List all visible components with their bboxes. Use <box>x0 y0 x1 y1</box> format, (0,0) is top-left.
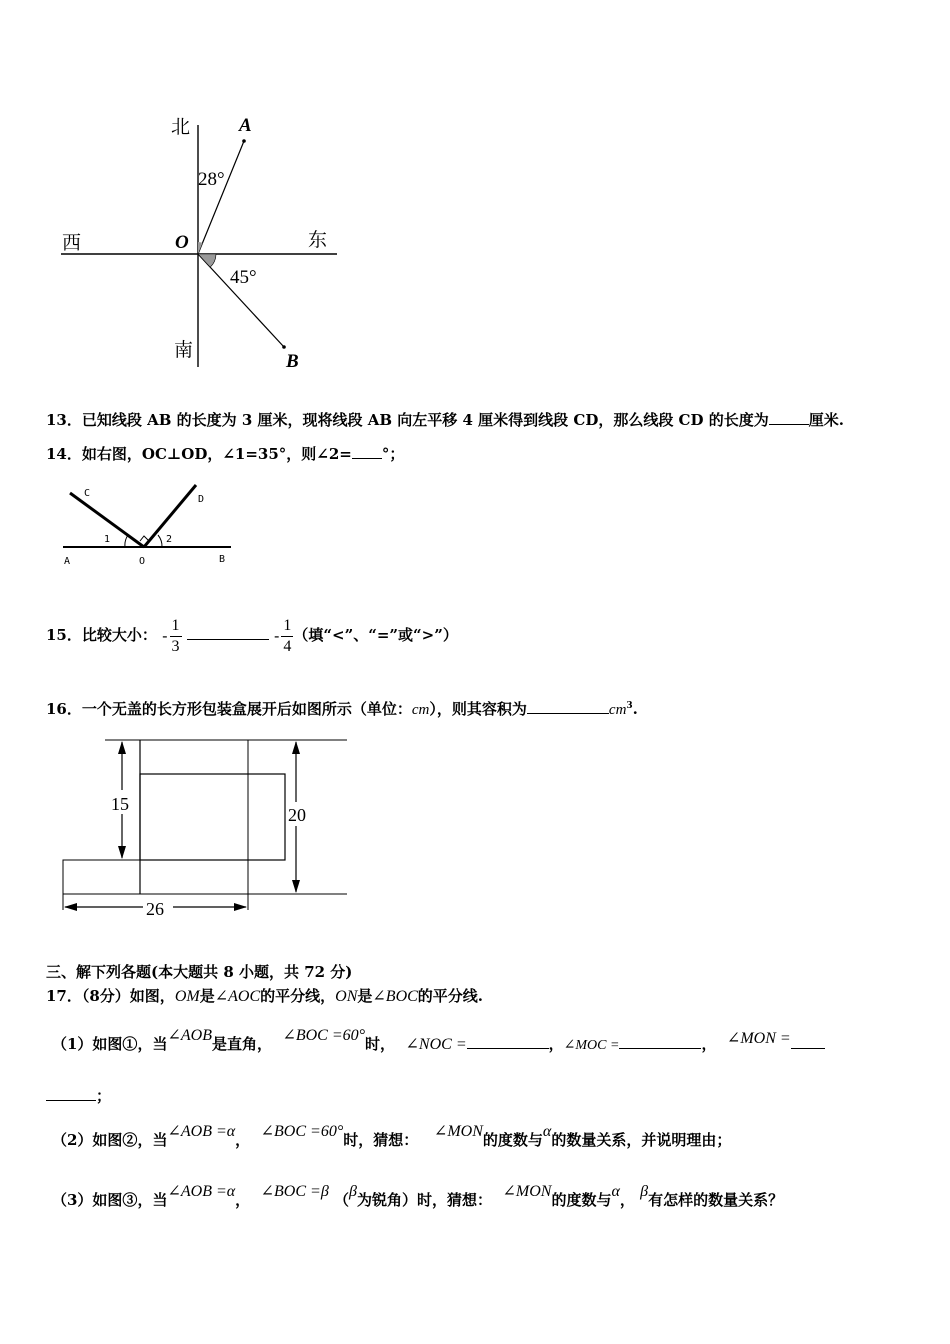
base-outline <box>63 860 140 910</box>
q17-intro-d: 是 <box>357 987 373 1005</box>
angle-figure <box>55 480 245 575</box>
q17-p1-b: 是直角， <box>211 1035 272 1053</box>
q15-fraction-1 <box>170 616 182 657</box>
label-point-o: O <box>175 232 189 253</box>
dim-15-head-bottom <box>118 846 126 859</box>
q17-p2-aob: ∠AOB =α <box>167 1123 236 1140</box>
question-17-part-3 <box>52 1183 784 1211</box>
label-angle-45: 45° <box>230 267 257 288</box>
q17-p2-c: 的度数与 <box>482 1131 543 1149</box>
q15-neg-2: - <box>273 626 280 645</box>
q17-intro-a: 17．（8分）如图， <box>46 987 175 1005</box>
q16-end: . <box>632 700 638 718</box>
compass-figure <box>55 105 355 380</box>
q15-prefix: 15．比较大小： <box>46 626 157 644</box>
q17-p3-beta-2: β <box>640 1183 649 1200</box>
q17-p3-a: （3）如图③，当 <box>52 1191 168 1209</box>
dim-15-head-top <box>118 741 126 754</box>
label-a: A <box>64 556 71 567</box>
q17-p1-mon: ∠MON = <box>726 1030 791 1047</box>
label-1: 1 <box>104 534 111 545</box>
q17-p3-beta: β <box>349 1183 358 1200</box>
label-angle-28: 28° <box>198 169 225 190</box>
dim-26-label: 26 <box>146 899 164 919</box>
q15-num-2: 1 <box>281 616 293 637</box>
q17-moc-blank[interactable] <box>619 1034 701 1049</box>
q17-p2-a: （2）如图②，当 <box>52 1131 168 1149</box>
q17-p3-d: 有怎样的数量关系？ <box>648 1191 784 1209</box>
question-17-intro <box>46 986 483 1007</box>
angle-45-arc <box>198 254 216 267</box>
q15-den-1: 3 <box>171 637 180 655</box>
ray-oa <box>198 141 244 254</box>
q15-fraction-2 <box>281 616 293 657</box>
q15-hint: （填“<”、“=”或“>”） <box>293 626 458 644</box>
inner-rect <box>140 774 285 860</box>
label-o: O <box>139 556 146 567</box>
label-c: C <box>84 488 91 499</box>
box-net-figure <box>55 732 355 922</box>
q17-p2-comma: ， <box>235 1131 251 1149</box>
dim-26-head-left <box>64 903 77 911</box>
q17-p3-paren: （ <box>334 1191 350 1209</box>
question-17-part-1 <box>52 1027 825 1056</box>
dim-20-head-top <box>292 741 300 754</box>
dim-20-head-bottom <box>292 880 300 893</box>
label-point-b: B <box>286 351 299 372</box>
q17-p1-noc: ∠NOC = <box>405 1036 467 1053</box>
q17-p1-comma-2: ， <box>701 1035 717 1053</box>
q17-p2-b: 时，猜想： <box>343 1131 419 1149</box>
q17-p3-mon: ∠MON <box>502 1183 552 1200</box>
label-west: 西 <box>62 232 82 254</box>
q17-mon-blank-a[interactable] <box>791 1034 825 1049</box>
q17-p3-boc: ∠BOC =β <box>260 1183 329 1200</box>
q16-mid: ），则其容积为 <box>429 700 527 718</box>
right-angle-mark <box>140 536 149 541</box>
question-14 <box>46 444 404 464</box>
q17-p2-boc: ∠BOC =60° <box>260 1123 344 1140</box>
q17-p1-c: 时， <box>365 1035 396 1053</box>
q16-text: 16．一个无盖的长方形包装盒展开后如图所示（单位： <box>46 700 412 718</box>
section-3-title-text: 三、解下列各题(本大题共 8 小题，共 72 分) <box>46 963 353 981</box>
q16-answer-blank[interactable] <box>527 699 609 714</box>
label-south: 南 <box>174 339 194 361</box>
label-2: 2 <box>166 534 173 545</box>
label-d: D <box>198 494 205 505</box>
q17-noc-blank[interactable] <box>467 1034 549 1049</box>
dim-26-head-right <box>234 903 247 911</box>
question-15 <box>46 612 458 659</box>
q14-text: 14．如右图，OC⊥OD，∠1=35°，则∠2= <box>46 445 352 463</box>
question-13 <box>46 410 844 430</box>
q17-on: ON <box>335 988 358 1005</box>
q15-den-2: 4 <box>283 637 292 655</box>
q14-answer-blank[interactable] <box>352 444 382 459</box>
q16-unit-2: cm <box>608 702 627 718</box>
q17-p2-alpha: α <box>542 1123 552 1140</box>
q17-aoc: ∠AOC <box>214 988 261 1005</box>
q17-p3-b: 为锐角）时，猜想： <box>357 1191 493 1209</box>
q17-p3-comma: ， <box>235 1191 251 1209</box>
q16-sup: 3 <box>626 701 633 711</box>
point-a-dot <box>242 139 246 143</box>
q13-text: 13．已知线段 AB 的长度为 3 厘米，现将线段 AB 向左平移 4 厘米得到线段 CD，那么线段 CD 的长度为 <box>46 411 769 429</box>
q13-answer-blank[interactable] <box>769 410 809 425</box>
angle-28-arc <box>198 242 203 254</box>
q17-p2-mon: ∠MON <box>433 1123 483 1140</box>
question-17-part-2 <box>52 1123 732 1151</box>
q16-unit: cm <box>411 702 430 718</box>
question-17-part-1-cont <box>46 1086 111 1106</box>
q14-suffix: °； <box>381 445 405 463</box>
q17-p1-end: ； <box>96 1087 112 1105</box>
q13-suffix: 厘米. <box>808 411 844 429</box>
q17-p1-boc: ∠BOC =60° <box>282 1027 366 1044</box>
q17-intro-e: 的平分线. <box>417 987 484 1005</box>
q17-p1-aob: ∠AOB <box>167 1027 212 1044</box>
dim-20-label: 20 <box>288 805 306 825</box>
q17-om: OM <box>174 988 200 1005</box>
q17-p3-alpha: α <box>611 1183 620 1200</box>
label-east: 东 <box>308 229 328 251</box>
label-north: 北 <box>171 116 191 138</box>
q17-boc: ∠BOC <box>372 988 418 1005</box>
label-point-a: A <box>239 115 252 136</box>
q17-p1-comma-1: ， <box>548 1035 564 1053</box>
q15-num-1: 1 <box>170 616 182 637</box>
q15-neg-1: - <box>162 626 168 645</box>
q17-intro-c: 的平分线， <box>260 987 336 1005</box>
q17-p3-aob: ∠AOB =α <box>167 1183 236 1200</box>
q17-p1-moc: ∠MOC = <box>563 1038 620 1053</box>
point-b-dot <box>282 345 286 349</box>
q15-answer-blank[interactable] <box>187 625 269 640</box>
question-16 <box>46 696 638 720</box>
q17-p3-comma-2: ， <box>619 1191 635 1209</box>
q17-p3-c: 的度数与 <box>551 1191 612 1209</box>
label-b: B <box>219 554 226 565</box>
section-3-title <box>46 962 352 982</box>
q17-intro-b: 是 <box>199 987 215 1005</box>
angle-2-arc <box>158 535 162 547</box>
q17-mon-blank-b[interactable] <box>46 1086 96 1101</box>
dim-15-label: 15 <box>111 794 129 814</box>
q17-p2-d: 的数量关系，并说明理由； <box>551 1131 732 1149</box>
q17-p1-a: （1）如图①，当 <box>52 1035 168 1053</box>
